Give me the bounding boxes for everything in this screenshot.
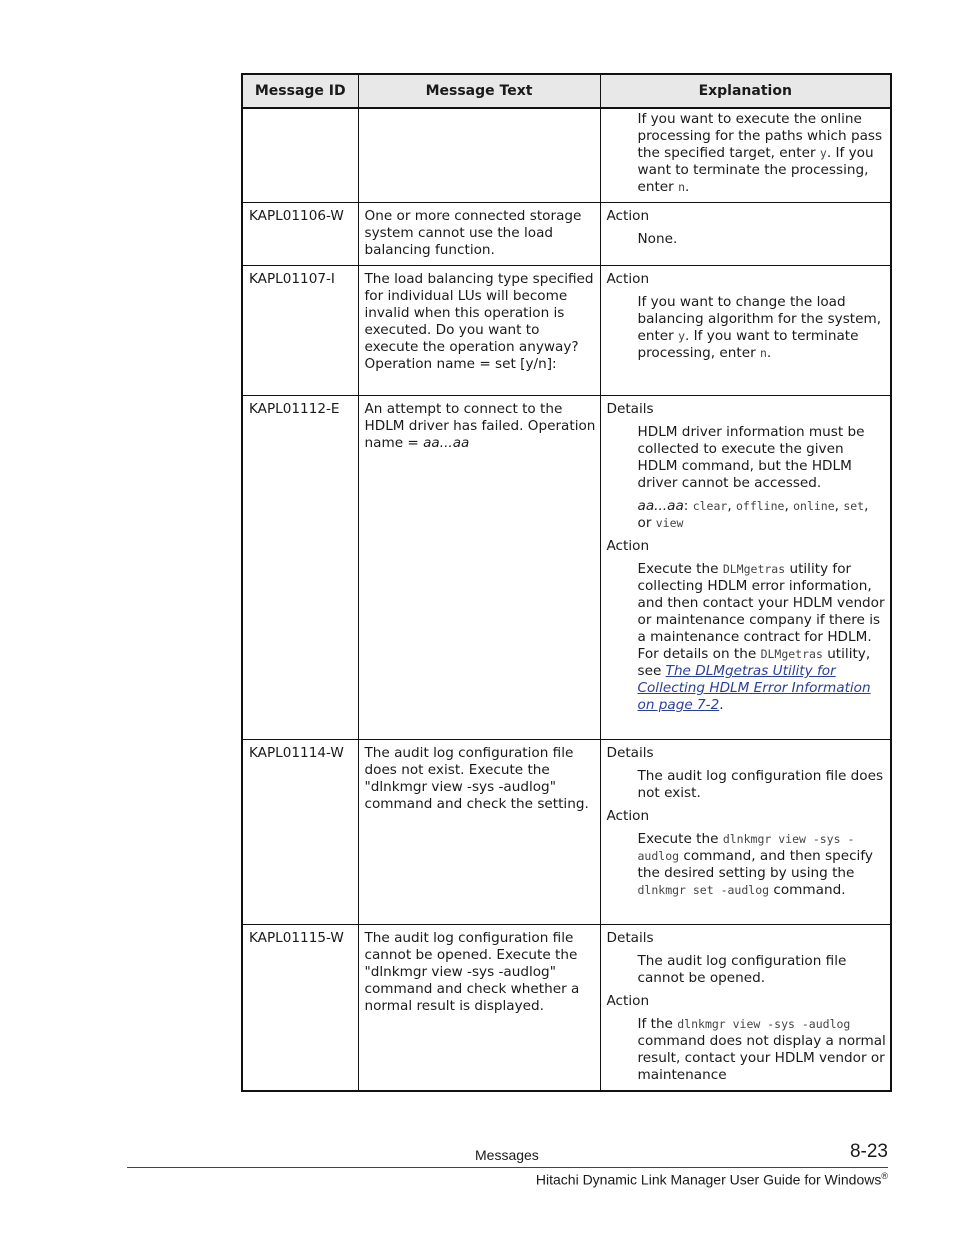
registered-mark: ® xyxy=(881,1171,888,1181)
message-text-cell xyxy=(358,396,600,740)
page-number: 8-23 xyxy=(849,1141,888,1162)
action-text: Execute the xyxy=(637,561,723,577)
action-label: Action xyxy=(606,993,650,1009)
message-text-cell: The audit log configuration file cannot be opened. Execute the "dlnkmgr view -sys -audlog" command and check whether a normal result is displayed. xyxy=(358,925,600,1092)
separator: : xyxy=(683,498,693,514)
action-text: . xyxy=(719,697,724,713)
action-label: Action xyxy=(606,538,650,554)
details-text: The audit log configuration file cannot be opened. xyxy=(637,953,847,986)
header-message-id: Message ID xyxy=(242,74,358,108)
message-table xyxy=(241,73,892,1092)
explanation-cell xyxy=(600,925,891,1092)
explanation-cell xyxy=(600,396,891,740)
code-set: set xyxy=(843,499,865,513)
details-label: Details xyxy=(606,401,654,417)
code-view: view xyxy=(655,516,684,530)
message-id-cell: KAPL01114-W xyxy=(242,740,358,925)
explanation-cell xyxy=(600,203,891,266)
message-text: An attempt to connect to the HDLM driver has failed. Operation name = xyxy=(364,401,596,451)
explanation-cell xyxy=(600,108,891,203)
details-text: HDLM driver information must be collected to execute the given HDLM command, but the HDLM driver cannot be accessed. xyxy=(637,424,865,491)
code-clear: clear xyxy=(692,499,728,513)
action-label: Action xyxy=(606,208,650,224)
footer-section-name: Messages xyxy=(475,1147,539,1163)
action-text: utility for collecting HDLM error information, and then contact your HDLM vendor or maintenance company if there is a maintenance contract for HDLM. For details on the xyxy=(637,561,885,662)
details-label: Details xyxy=(606,930,654,946)
action-label: Action xyxy=(606,271,650,287)
action-body xyxy=(607,561,887,714)
table-row xyxy=(242,740,891,925)
code-command: dlnkmgr set -audlog xyxy=(637,883,770,897)
action-text: command does not display a normal result, contact your HDLM vendor or maintenance xyxy=(637,1033,886,1083)
action-text: None. xyxy=(637,231,678,247)
explanation-text: . xyxy=(685,179,690,195)
code-n: n xyxy=(759,346,767,360)
table-row xyxy=(242,925,891,1092)
table-row xyxy=(242,108,891,203)
action-text: command, and then specify the desired setting by using the xyxy=(637,848,873,881)
footer-divider xyxy=(127,1167,888,1168)
header-explanation: Explanation xyxy=(600,74,891,108)
action-text: utility, see xyxy=(637,646,871,679)
code-y: y xyxy=(678,329,686,343)
explanation-cell xyxy=(600,740,891,925)
action-label: Action xyxy=(606,808,650,824)
action-body xyxy=(607,1016,887,1084)
action-text: . xyxy=(766,345,772,361)
explanation-text: . If you want to terminate the processing, enter xyxy=(637,145,874,195)
message-text-cell: The load balancing type specified for individual LUs will become invalid when this operation is executed. Do you want to execute the operation anyway? Operation name = set [y/n]: xyxy=(358,266,600,396)
code-offline: offline xyxy=(735,499,785,513)
message-id-cell: KAPL01106-W xyxy=(242,203,358,266)
message-variable: aa...aa xyxy=(423,435,470,451)
code-command: dlnkmgr view -sys -audlog xyxy=(637,832,855,863)
footer-document-title xyxy=(536,1171,888,1188)
table-row xyxy=(242,266,891,396)
code-y: y xyxy=(819,146,827,160)
action-body xyxy=(607,294,887,362)
message-text-cell xyxy=(358,108,600,203)
code-dlmgetras: DLMgetras xyxy=(760,647,823,661)
message-id-cell: KAPL01112-E xyxy=(242,396,358,740)
variable-values xyxy=(607,498,887,532)
code-command: dlnkmgr view -sys -audlog xyxy=(677,1017,851,1031)
separator: , xyxy=(727,498,736,514)
action-text: Execute the xyxy=(637,831,723,847)
table-header-row xyxy=(242,74,891,108)
details-label: Details xyxy=(606,745,654,761)
message-id-cell xyxy=(242,108,358,203)
action-body xyxy=(607,831,887,899)
code-online: online xyxy=(793,499,835,513)
header-message-text: Message Text xyxy=(358,74,600,108)
variable-name: aa...aa xyxy=(637,498,684,514)
separator: , or xyxy=(637,498,869,531)
code-dlmgetras: DLMgetras xyxy=(722,562,786,576)
message-text-cell: The audit log configuration file does not exist. Execute the "dlnkmgr view -sys -audlog" command and check the setting. xyxy=(358,740,600,925)
message-text-cell: One or more connected storage system cannot use the load balancing function. xyxy=(358,203,600,266)
separator: , xyxy=(784,498,794,514)
action-text: If the xyxy=(637,1016,678,1032)
action-text: If you want to change the load balancing algorithm for the system, enter xyxy=(637,294,882,344)
table-row xyxy=(242,396,891,740)
table-row xyxy=(242,203,891,266)
code-n: n xyxy=(678,180,686,194)
cross-reference-link[interactable]: The DLMgetras Utility for Collecting HDLM Error Information on page 7-2 xyxy=(637,663,871,713)
action-text: . If you want to terminate processing, enter xyxy=(637,328,859,361)
message-id-cell: KAPL01107-I xyxy=(242,266,358,396)
explanation-cell xyxy=(600,266,891,396)
action-text: command. xyxy=(769,882,846,898)
explanation-text: If you want to execute the online processing for the paths which pass the specified target, enter xyxy=(637,111,883,161)
document-title: Hitachi Dynamic Link Manager User Guide for Windows xyxy=(535,1171,882,1188)
details-text: The audit log configuration file does not exist. xyxy=(637,768,884,801)
message-id-cell: KAPL01115-W xyxy=(242,925,358,1092)
explanation-body xyxy=(607,111,887,196)
separator: , xyxy=(834,498,844,514)
